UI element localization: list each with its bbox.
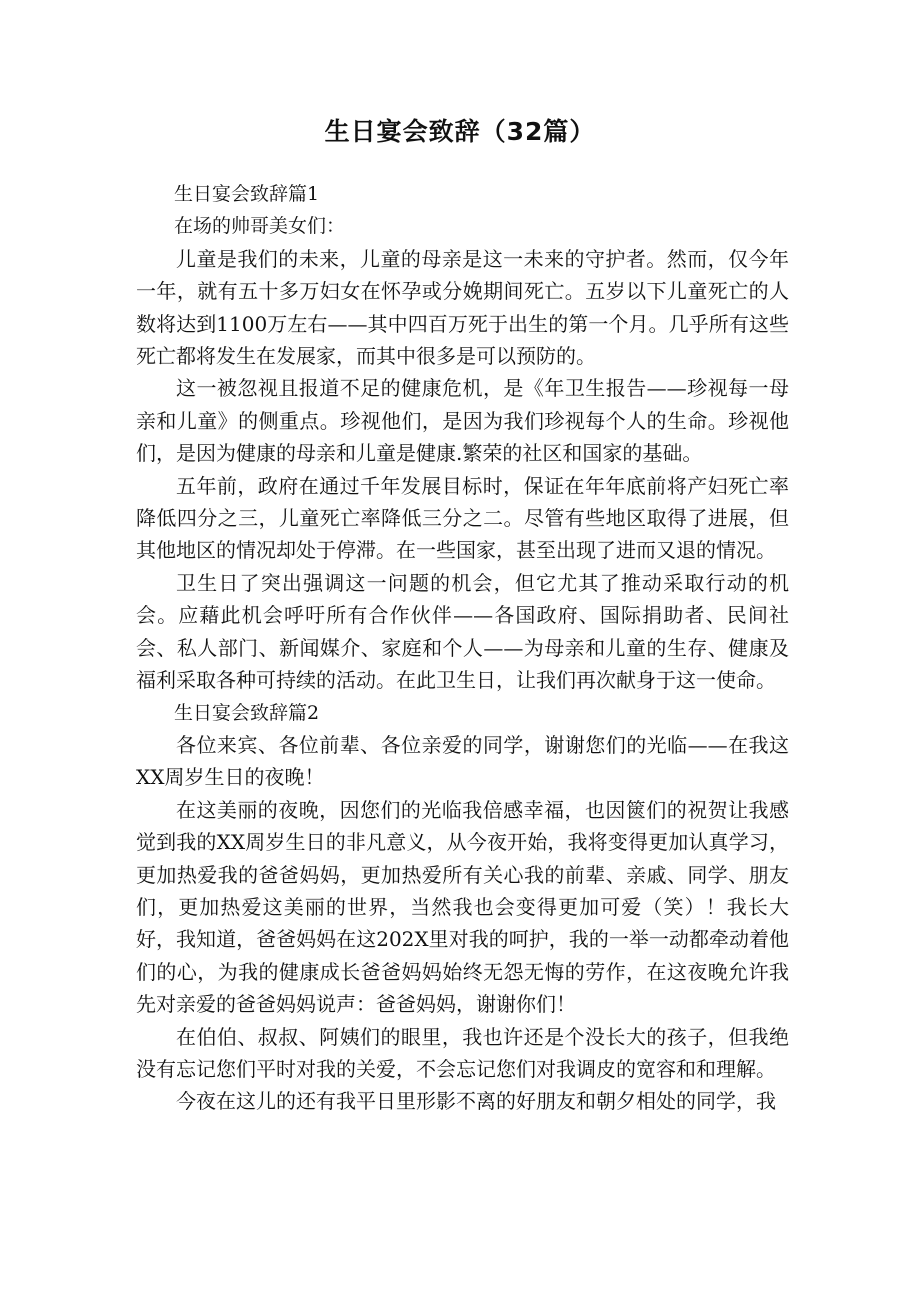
body-paragraph: 在伯伯、叔叔、阿姨们的眼里，我也许还是个没长大的孩子，但我绝没有忘记您们平时对我的关爱，不会忘记您们对我调皮的宽容和和理解。 xyxy=(136,1024,789,1081)
section-heading: 生日宴会致辞篇1 xyxy=(174,183,320,205)
body-paragraph: 儿童是我们的未来，儿童的母亲是这一未来的守护者。然而，仅今年一年，就有五十多万妇女在怀孕或分娩期间死亡。五岁以下儿童死亡的人数将达到1100万左右——其中四百万死于出生的第一个月。几乎所有这些死亡都将发生在发展家，而其中很多是可以预防的。 xyxy=(136,246,789,369)
body-paragraph: 各位来宾、各位前辈、各位亲爱的同学，谢谢您们的光临——在我这XX周岁生日的夜晚！ xyxy=(136,732,789,790)
body-paragraph: 卫生日了突出强调这一问题的机会，但它尤其了推动采取行动的机会。应藉此机会呼吁所有合作伙伴——各国政府、国际捐助者、民间社会、私人部门、新闻媒介、家庭和个人——为母亲和儿童的生存、健康及福利采取各种可持续的活动。在此卫生日，让我们再次献身于这一使命。 xyxy=(136,570,789,693)
body-paragraph: 五年前，政府在通过千年发展目标时，保证在年年底前将产妇死亡率降低四分之三，儿童死亡率降低三分之二。尽管有些地区取得了进展，但其他地区的情况却处于停滞。在一些国家，甚至出现了进而又退的情况。 xyxy=(136,473,789,563)
body-paragraph: 这一被忽视且报道不足的健康危机，是《年卫生报告——珍视每一母亲和儿童》的侧重点。珍视他们，是因为我们珍视每个人的生命。珍视他们，是因为健康的母亲和儿童是健康.繁荣的社区和国家的基础。 xyxy=(136,376,789,466)
body-paragraph: 今夜在这儿的还有我平日里形影不离的好朋友和朝夕相处的同学，我 xyxy=(176,1089,776,1114)
document-body xyxy=(136,178,789,1118)
body-paragraph: 在这美丽的夜晚，因您们的光临我倍感幸福，也因篋们的祝贺让我感觉到我的XX周岁生日的非凡意义，从今夜开始，我将变得更加认真学习，更加热爱我的爸爸妈妈，更加热爱所有关心我的前辈、亲戚、同学、朋友们，更加热爱这美丽的世界，当然我也会变得更加可爱（笑）！我长大好，我知道，爸爸妈妈在这202X里对我的呵护，我的一举一动都牵动着他们的心，为我的健康成长爸爸妈妈始终无怨无悔的劳作，在这夜晚允许我先对亲爱的爸爸妈妈说声：爸爸妈妈，谢谢你们！ xyxy=(136,797,789,1017)
greeting-line: 在场的帅哥美女们： xyxy=(174,215,346,238)
section-heading: 生日宴会致辞篇2 xyxy=(174,701,320,724)
document-title: 生日宴会致辞（32篇） xyxy=(324,117,596,146)
